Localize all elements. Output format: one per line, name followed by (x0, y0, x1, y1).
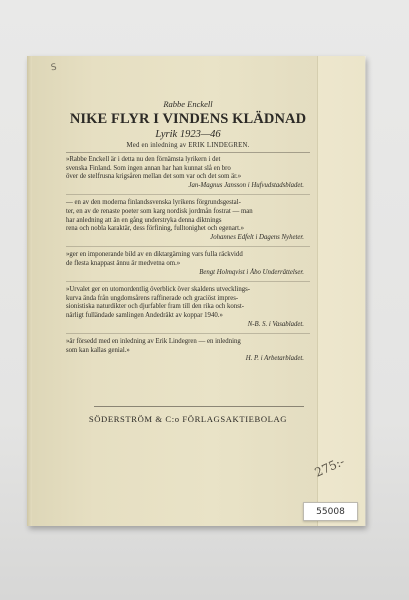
introduction-note: Med en inledning av ERIK LINDEGREN. (126, 142, 250, 149)
quote-line: närligt fulländade samlingen Andedräkt av koppar 1940.» (66, 311, 223, 319)
review-quote-3 (66, 251, 310, 277)
review-quote-2 (66, 199, 310, 242)
quote-line: »Urvalet ger en utomordentlig överblick över skaldens utvecklings- (66, 286, 251, 294)
quote-line: »är försedd med en inledning av Erik Lindegren — en inledning (66, 338, 241, 346)
quote-source: Jan-Magnus Jansson i Hufvudstadsbladet. (188, 181, 304, 189)
quote-line: »ger en imponerande bild av en diktargärning vars fulla räckvidd (66, 251, 243, 259)
shelf-label-number: 55008 (316, 506, 345, 517)
book-subtitle: Lyrik 1923—46 (155, 129, 221, 140)
review-quote-1 (66, 156, 310, 190)
shelf-label-sticker (303, 502, 358, 521)
quote-line: kurva ända från ungdomsårens raffinerade och graciöst impres- (66, 294, 239, 302)
quote-source: Johannes Edfelt i Dagens Nyheter. (210, 233, 304, 241)
pencil-corner-mark: S (50, 62, 58, 74)
divider (66, 194, 310, 195)
quote-source: N-B. S. i Vasabladet. (247, 320, 304, 328)
review-quote-4 (66, 286, 310, 329)
quote-line: de flesta knappast ännu är medvetna om.» (66, 259, 181, 267)
quote-source: H. P. i Arbetarbladet. (245, 355, 304, 363)
divider (66, 281, 310, 282)
quote-source: Bengt Holmqvist i Åbo Underrättelser. (199, 268, 304, 276)
author-name: Rabbe Enckell (163, 99, 213, 109)
divider (66, 246, 310, 247)
publisher-divider (94, 406, 304, 407)
book-title: NIKE FLYR I VINDENS KLÄDNAD (69, 111, 307, 127)
handwritten-price: 275:- (312, 454, 347, 480)
quote-line: svenska Finland. Som ingen annan har han kunnat slå en bro (66, 164, 231, 172)
quote-line: över de stelfrusna krigsåren mellan det som var och det som är.» (66, 173, 242, 181)
quote-line: har anledning att än en gång understryka denna diktnings (66, 216, 222, 224)
divider (66, 333, 310, 334)
quote-line: rena och nobla karaktär, dess förfining, fulltonighet och egenart.» (66, 225, 245, 233)
quote-line: sionistiska naturdikter och djurfabler fram till den rika och konst- (66, 303, 244, 311)
review-quote-5 (66, 338, 310, 364)
quote-line: »Rabbe Enckell är i detta nu den förnämsta lyrikern i det (66, 156, 221, 163)
quote-line: ter, en av de renaste poeter som karg nordisk jordmån fostrat — man (66, 207, 253, 215)
divider (66, 152, 310, 153)
cover-text-block (66, 99, 310, 364)
quote-line: som kan kallas genial.» (66, 346, 130, 354)
publisher-name: SÖDERSTRÖM & C:o FÖRLAGSAKTIEBOLAG (88, 414, 288, 424)
quote-line: — en av den moderna finlandssvenska lyrikens förgrundsgestal- (66, 199, 241, 207)
